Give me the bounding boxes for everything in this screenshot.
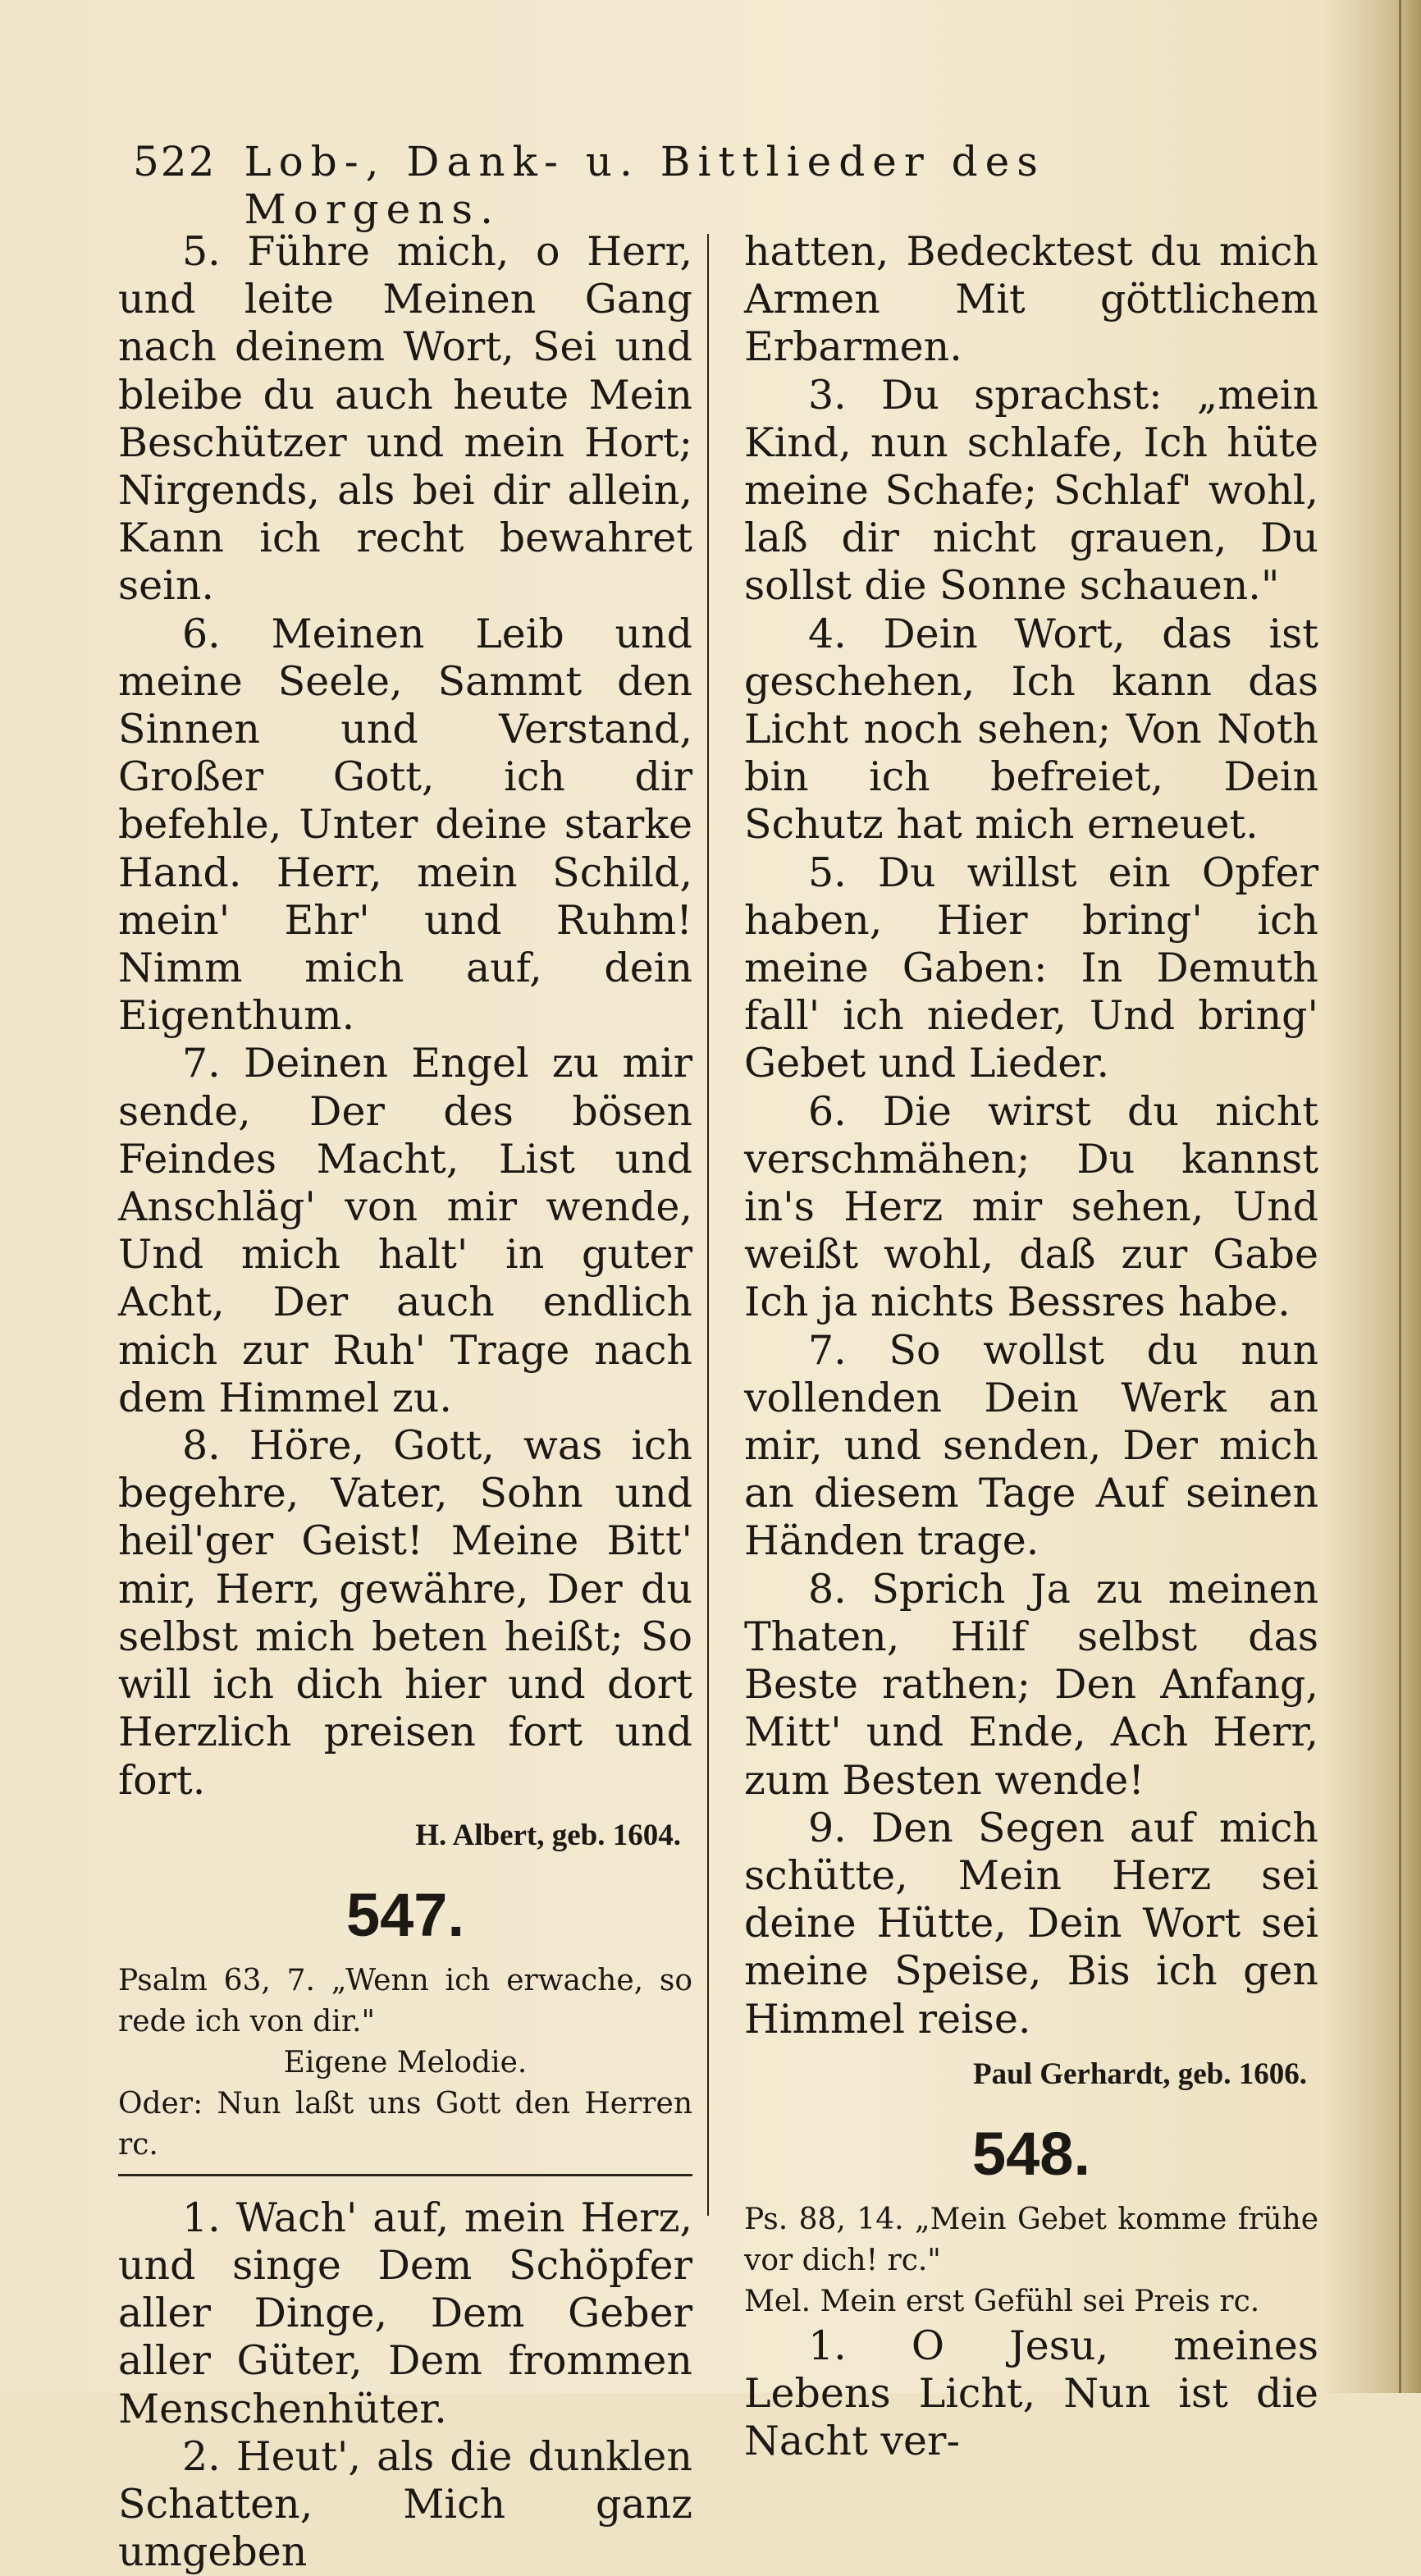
verse: 5. Du willst ein Opfer haben, Hier bring' ich meine Gaben: In Demuth fall' ich nieder, Und bring' Gebet und Lieder.: [744, 849, 1318, 1087]
running-title: Lob-, Dank- u. Bittlieder des Morgens.: [244, 138, 1045, 233]
hymn-number: 547.: [345, 1880, 465, 1949]
verse: 5. Führe mich, o Herr, und leite Meinen Gang nach deinem Wort, Sei und bleibe du auch heute Mein Beschützer und mein Hort; Nirgends, als bei dir allein, Kann ich recht bewahret sein.: [118, 228, 692, 610]
verse: 3. Du sprachst: „mein Kind, nun schlafe, Ich hüte meine Schafe; Schlaf' wohl, laß dir nicht grauen, Du sollst die Sonne schauen.": [744, 371, 1318, 610]
hymn-number: 548.: [971, 2119, 1091, 2188]
alt-melody-note: Oder: Nun laßt uns Gott den Herren rc.: [118, 2086, 692, 2162]
verse: 2. Heut', als die dunklen Schatten, Mich ganz umgeben: [118, 2432, 692, 2576]
hymn-author: H. Albert, geb. 1604.: [415, 1818, 681, 1852]
verse: 7. Deinen Engel zu mir sende, Der des bösen Feindes Macht, List und Anschläg' von mir wende, Und mich halt' in guter Acht, Der auch endlich mich zur Ruh' Trage nach dem Himmel zu.: [118, 1040, 692, 1421]
psalm-reference: Psalm 63, 7. „Wenn ich erwache, so rede ich von dir.": [118, 1963, 692, 2038]
melody-note: Mel. Mein erst Gefühl sei Preis rc.: [744, 2284, 1260, 2318]
verse: 6. Die wirst du nicht verschmähen; Du kannst in's Herz mir sehen, Und weißt wohl, daß zur Gabe Ich ja nichts Bessres habe.: [744, 1087, 1318, 1326]
melody-note: Eigene Melodie.: [283, 2045, 528, 2080]
verse: 9. Den Segen auf mich schütte, Mein Herz sei deine Hütte, Dein Wort sei meine Speise, Bis ich gen Himmel reise.: [744, 1804, 1318, 2043]
verse: 4. Dein Wort, das ist geschehen, Ich kann das Licht noch sehen; Von Noth bin ich befreiet, Dein Schutz hat mich erneuet.: [744, 610, 1318, 849]
verse: 7. So wollst du nun vollenden Dein Werk an mir, und senden, Der mich an diesem Tage Auf seinen Händen trage.: [744, 1326, 1318, 1565]
verse: 8. Höre, Gott, was ich begehre, Vater, Sohn und heil'ger Geist! Meine Bitt' mir, Herr, gewähre, Der du selbst mich beten heißt; So will ich dich hier und dort Herzlich preisen fort und fort.: [118, 1422, 692, 1804]
verse: 1. Wach' auf, mein Herz, und singe Dem Schöpfer aller Dinge, Dem Geber aller Güter, Dem frommen Menschenhüter.: [118, 2194, 692, 2432]
left-column: [118, 228, 692, 2576]
verse: 8. Sprich Ja zu meinen Thaten, Hilf selbst das Beste rathen; Den Anfang, Mitt' und Ende, Ach Herr, zum Besten wende!: [744, 1565, 1318, 1804]
spine-edge-line: [1399, 0, 1401, 2393]
hymn-author: Paul Gerhardt, geb. 1606.: [973, 2057, 1307, 2091]
page-number: 522: [133, 138, 217, 185]
verse: 6. Meinen Leib und meine Seele, Sammt den Sinnen und Verstand, Großer Gott, ich dir befehle, Unter deine starke Hand. Herr, mein Schild, mein' Ehr' und Ruhm! Nimm mich auf, dein Eigenthum.: [118, 610, 692, 1040]
verse-continuation: hatten, Bedecktest du mich Armen Mit göttlichem Erbarmen.: [744, 228, 1318, 371]
psalm-reference: Ps. 88, 14. „Mein Gebet komme frühe vor dich! rc.": [744, 2202, 1318, 2277]
section-rule: [118, 2174, 692, 2176]
running-header: [133, 138, 1249, 233]
right-column: [744, 228, 1318, 2465]
book-spine: [1400, 0, 1421, 2393]
verse: 1. O Jesu, meines Lebens Licht, Nun ist die Nacht ver-: [744, 2322, 1318, 2465]
column-divider: [707, 234, 709, 2216]
